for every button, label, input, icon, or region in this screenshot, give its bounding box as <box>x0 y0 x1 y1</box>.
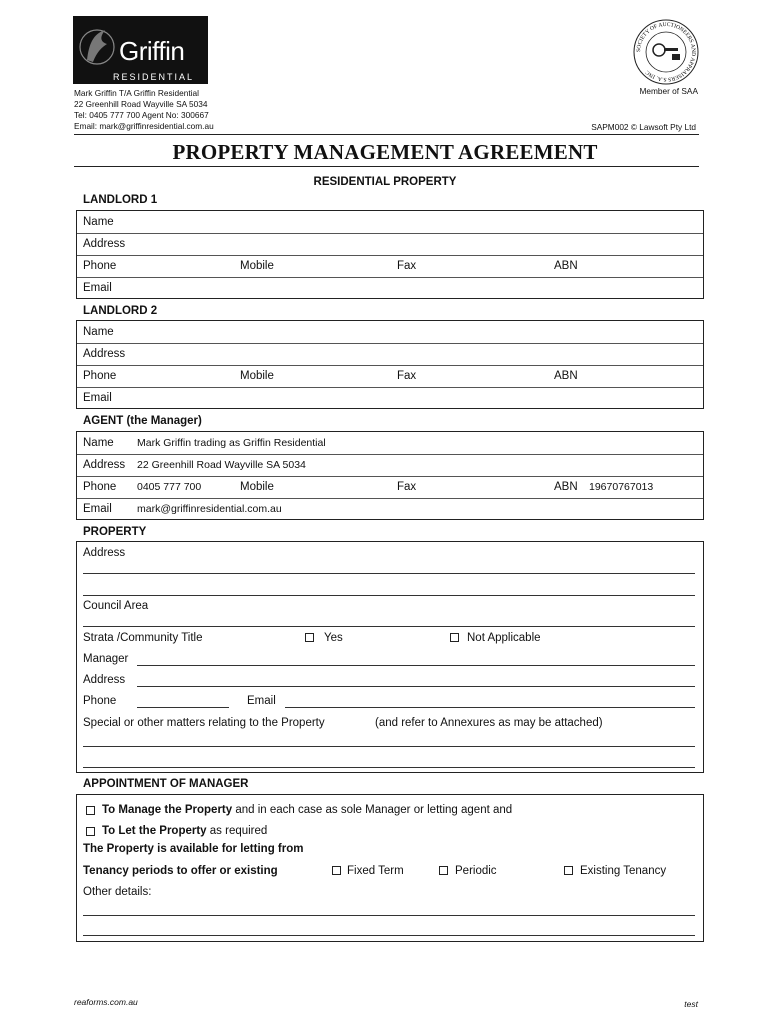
agent-name-row[interactable] <box>77 432 703 455</box>
fixed-term-label: Fixed Term <box>347 865 404 877</box>
page-subtitle: RESIDENTIAL PROPERTY <box>313 176 457 188</box>
manage-property-checkbox[interactable] <box>86 806 95 815</box>
landlord1-name-row[interactable] <box>77 211 703 234</box>
svg-text:SOCIETY OF AUCTIONEERS AND APP <box>636 22 696 82</box>
strata-na-checkbox[interactable] <box>450 633 459 642</box>
property-box <box>76 541 704 773</box>
footer-right: test <box>684 999 698 1009</box>
manager-phone-line[interactable] <box>137 707 229 708</box>
agency-line: 22 Greenhill Road Wayville SA 5034 <box>74 99 208 109</box>
mobile-label: Mobile <box>240 370 274 382</box>
name-label: Name <box>83 326 114 338</box>
landlord1-phone-row[interactable] <box>77 255 703 278</box>
phone-label: Phone <box>83 370 117 382</box>
header-rule <box>74 134 699 135</box>
agent-name-value: Mark Griffin trading as Griffin Residential <box>137 437 326 449</box>
council-area-line[interactable] <box>83 626 695 627</box>
fax-label: Fax <box>397 481 417 493</box>
manager-address-line[interactable] <box>137 686 695 687</box>
landlord1-box <box>76 210 704 299</box>
agency-line: Mark Griffin T/A Griffin Residential <box>74 88 199 98</box>
manager-label: Manager <box>83 653 129 665</box>
manager-address-label: Address <box>83 674 126 686</box>
griffin-logo <box>73 16 208 84</box>
let-property-rest: as required <box>206 825 268 837</box>
address-label: Address <box>83 238 126 250</box>
landlord2-email-row[interactable] <box>77 387 703 409</box>
existing-tenancy-label: Existing Tenancy <box>580 865 667 877</box>
strata-yes-label: Yes <box>324 632 343 644</box>
agent-heading: AGENT (the Manager) <box>83 415 202 427</box>
saa-seal <box>632 18 700 86</box>
appointment-box <box>76 794 704 942</box>
abn-label: ABN <box>554 481 578 493</box>
landlord2-box <box>76 320 704 409</box>
manager-email-line[interactable] <box>285 707 695 708</box>
abn-label: ABN <box>554 260 578 272</box>
let-property-option <box>102 825 267 837</box>
agent-email-row[interactable] <box>77 498 703 520</box>
annexures-note: (and refer to Annexures as may be attached) <box>375 717 603 729</box>
agency-line: Tel: 0405 777 700 Agent No: 300667 <box>74 110 209 120</box>
agency-details <box>74 88 214 132</box>
let-property-checkbox[interactable] <box>86 827 95 836</box>
abn-label: ABN <box>554 370 578 382</box>
agent-box <box>76 431 704 520</box>
mobile-label: Mobile <box>240 260 274 272</box>
member-text: Member of SAA <box>639 86 698 96</box>
landlord2-address-row[interactable] <box>77 343 703 366</box>
other-details-label: Other details: <box>83 886 152 898</box>
email-label: Email <box>83 282 112 294</box>
special-matters-line[interactable] <box>83 746 695 747</box>
address-label: Address <box>83 348 126 360</box>
appointment-heading: APPOINTMENT OF MANAGER <box>83 778 249 790</box>
strata-na-label: Not Applicable <box>467 632 541 644</box>
griffin-emblem-icon <box>79 22 115 72</box>
fax-label: Fax <box>397 370 417 382</box>
saa-seal-icon <box>632 18 700 86</box>
fax-label: Fax <box>397 260 417 272</box>
landlord2-phone-row[interactable] <box>77 365 703 388</box>
email-label: Email <box>83 392 112 404</box>
agent-phone-value: 0405 777 700 <box>137 481 202 493</box>
manage-property-rest: and in each case as sole Manager or letting agent and <box>232 804 513 816</box>
logo-subtitle: RESIDENTIAL <box>113 72 195 82</box>
name-label: Name <box>83 216 114 228</box>
phone-label: Phone <box>83 260 117 272</box>
landlord2-name-row[interactable] <box>77 321 703 344</box>
agent-abn-value: 19670767013 <box>589 481 654 493</box>
agency-line: Email: mark@griffinresidential.com.au <box>74 121 214 131</box>
landlord1-email-row[interactable] <box>77 277 703 299</box>
manage-property-bold: To Manage the Property <box>102 804 233 816</box>
periodic-checkbox[interactable] <box>439 866 448 875</box>
other-details-line[interactable] <box>83 935 695 936</box>
strata-yes-checkbox[interactable] <box>305 633 314 642</box>
name-label: Name <box>83 437 114 449</box>
email-label: Email <box>83 503 112 515</box>
seal-text: SOCIETY OF AUCTIONEERS AND APPRAISERS S.A. INC <box>635 21 697 83</box>
footer-left: reaforms.com.au <box>74 997 138 1007</box>
mobile-label: Mobile <box>240 481 274 493</box>
special-matters-line[interactable] <box>83 767 695 768</box>
manager-email-label: Email <box>247 695 276 707</box>
agent-address-value: 22 Greenhill Road Wayville SA 5034 <box>137 459 306 471</box>
landlord2-heading: LANDLORD 2 <box>83 305 158 317</box>
agent-email-value: mark@griffinresidential.com.au <box>137 503 282 515</box>
manager-line[interactable] <box>137 665 695 666</box>
logo-word: Griffin <box>119 36 185 66</box>
page-title: PROPERTY MANAGEMENT AGREEMENT <box>172 140 598 164</box>
landlord1-address-row[interactable] <box>77 233 703 256</box>
property-address-label: Address <box>83 547 126 559</box>
manage-property-option <box>102 804 512 816</box>
address-label: Address <box>83 459 126 471</box>
let-property-bold: To Let the Property <box>102 825 207 837</box>
other-details-line[interactable] <box>83 915 695 916</box>
property-heading: PROPERTY <box>83 526 147 538</box>
manager-phone-label: Phone <box>83 695 117 707</box>
council-area-label: Council Area <box>83 600 149 612</box>
periodic-label: Periodic <box>455 865 497 877</box>
existing-tenancy-checkbox[interactable] <box>564 866 573 875</box>
property-address-line[interactable] <box>83 595 695 596</box>
form-code: SAPM002 © Lawsoft Pty Ltd <box>591 122 696 132</box>
available-from-label: The Property is available for letting from <box>83 843 304 855</box>
title-rule <box>74 166 699 167</box>
special-matters-label: Special or other matters relating to the Property <box>83 717 325 729</box>
agent-address-row[interactable] <box>77 454 703 477</box>
property-address-line[interactable] <box>83 573 695 574</box>
landlord1-heading: LANDLORD 1 <box>83 194 158 206</box>
strata-label: Strata /Community Title <box>83 632 203 644</box>
tenancy-periods-label: Tenancy periods to offer or existing <box>83 865 278 877</box>
agent-phone-row[interactable] <box>77 476 703 499</box>
fixed-term-checkbox[interactable] <box>332 866 341 875</box>
phone-label: Phone <box>83 481 117 493</box>
